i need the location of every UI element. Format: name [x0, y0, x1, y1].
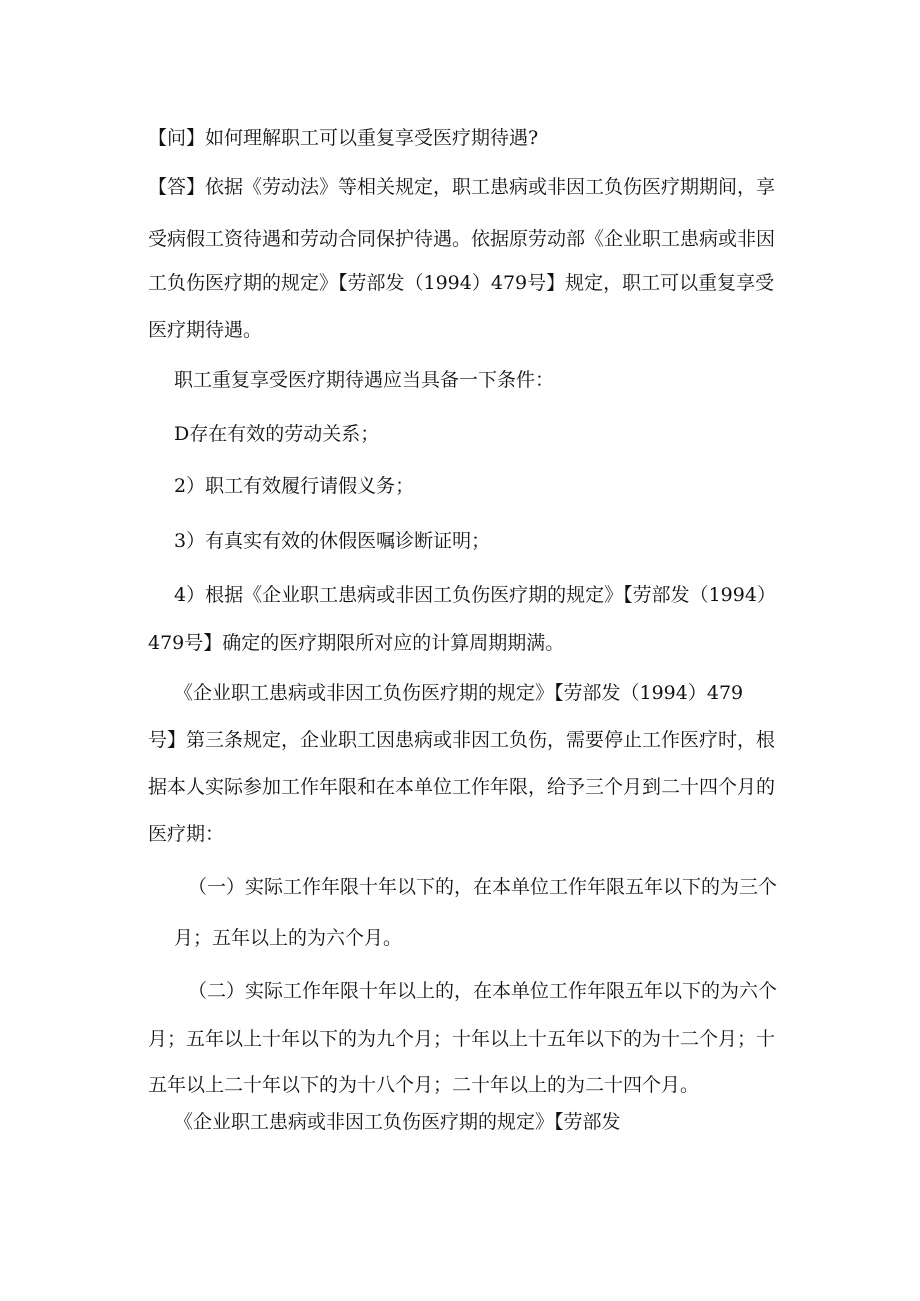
answer-line: 【答】依据《劳动法》等相关规定，职工患病或非因工负伤医疗期期间，享	[148, 176, 776, 198]
period-item-1: （一）实际工作年限十年以下的，在本单位工作年限五年以下的为三个	[188, 876, 778, 898]
condition-item: 3）有真实有效的休假医嘱诊断证明；	[174, 530, 491, 552]
question-line: 【问】如何理解职工可以重复享受医疗期待遇?	[148, 127, 539, 149]
condition-item-continued: 479号】确定的医疗期限所对应的计算周期期满。	[148, 632, 565, 654]
condition-item: D存在有效的劳动关系；	[174, 423, 380, 445]
article-line: 号】第三条规定，企业职工因患病或非因工负伤，需要停止工作医疗时，根	[148, 729, 776, 751]
conditions-intro: 职工重复享受医疗期待遇应当具备一下条件：	[174, 369, 555, 391]
period-item-2: （二）实际工作年限十年以上的，在本单位工作年限五年以下的为六个	[188, 980, 778, 1002]
period-item-2-continued: 月；五年以上十年以下的为九个月；十年以上十五年以下的为十二个月；十	[148, 1028, 776, 1050]
period-item-2-continued: 五年以上二十年以下的为十八个月；二十年以上的为二十四个月。	[148, 1074, 700, 1096]
article-line: 据本人实际参加工作年限和在本单位工作年限，给予三个月到二十四个月的	[148, 776, 776, 798]
answer-line: 受病假工资待遇和劳动合同保护待遇。依据原劳动部《企业职工患病或非因	[148, 228, 776, 250]
condition-item: 4）根据《企业职工患病或非因工负伤医疗期的规定》【劳部发（1994）	[174, 584, 776, 606]
condition-item: 2）职工有效履行请假义务；	[174, 475, 415, 497]
article-line: 医疗期：	[148, 823, 225, 845]
closing-line: 《企业职工患病或非因工负伤医疗期的规定》【劳部发	[174, 1111, 621, 1133]
article-line: 《企业职工患病或非因工负伤医疗期的规定》【劳部发（1994）479	[174, 682, 744, 704]
answer-line: 医疗期待遇。	[148, 319, 263, 341]
period-item-1-continued: 月；五年以上的为六个月。	[174, 927, 403, 949]
answer-line: 工负伤医疗期的规定》【劳部发（1994）479号】规定，职工可以重复享受	[148, 272, 775, 294]
